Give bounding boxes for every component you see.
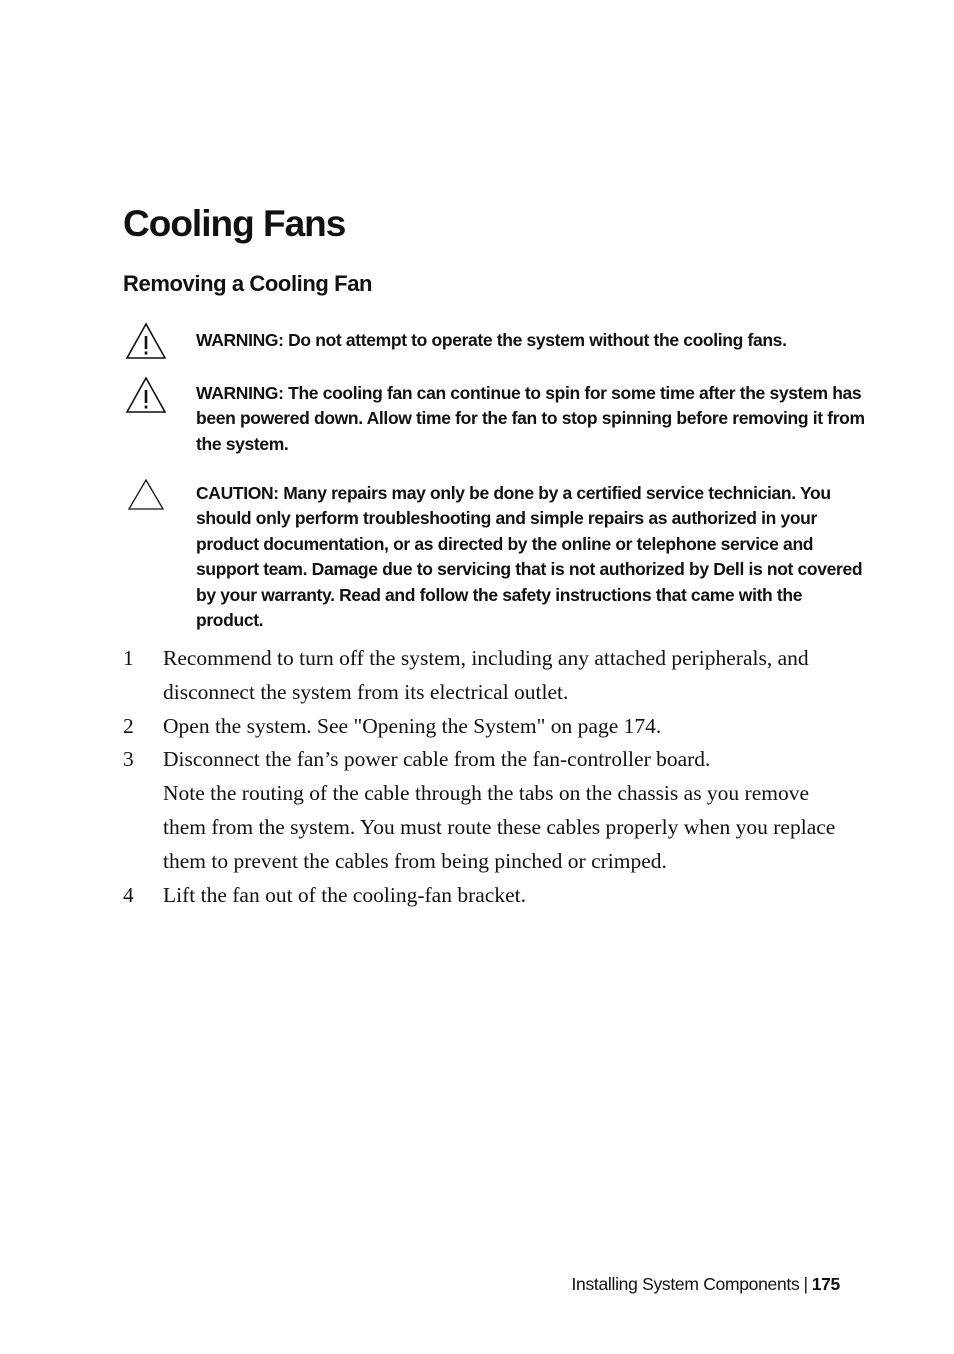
step-text: Disconnect the fan’s power cable from the fan-controller board. — [163, 747, 711, 772]
list-item — [123, 642, 853, 710]
page-number: 175 — [811, 1274, 840, 1294]
step-text: Recommend to turn off the system, including any attached peripherals, and disconnect the system from its electrical outlet. — [163, 646, 809, 704]
step-text: Open the system. See "Opening the System" on page 174. — [163, 713, 662, 738]
list-item — [123, 710, 853, 744]
step-note: Note the routing of the cable through the tabs on the chassis as you remove them from the system. You must route these cables properly when you replace them to prevent the cables from being pinched or crimped. — [163, 781, 836, 873]
warning-text: WARNING: Do not attempt to operate the system without the cooling fans. — [196, 330, 787, 350]
step-number: 4 — [123, 882, 134, 907]
section-heading: Removing a Cooling Fan — [123, 271, 373, 296]
step-number: 2 — [123, 713, 134, 738]
list-item — [123, 879, 853, 913]
step-number: 1 — [123, 646, 134, 670]
step-number: 3 — [123, 747, 134, 772]
procedure-steps — [123, 642, 853, 912]
list-item — [123, 743, 853, 878]
footer-section-title: Installing System Components — [571, 1274, 800, 1294]
caution-text: CAUTION: Many repairs may only be done by a certified service technician. You should only perform troubleshooting and simple repairs as authorized in your product documentation, or as directed by the online or telephone service and support team. Damage due to servicing that is not authorized by Dell is not covered by your warranty. Read and follow the safety instructions that came with the product. — [196, 483, 863, 631]
step-text: Lift the fan out of the cooling-fan bracket. — [163, 882, 526, 907]
page-title: Cooling Fans — [123, 203, 346, 244]
warning-triangle-icon — [125, 376, 167, 414]
page-footer — [571, 1271, 840, 1297]
caution-triangle-icon — [125, 476, 167, 514]
footer-separator: | — [803, 1274, 808, 1294]
warning-triangle-icon — [125, 322, 167, 360]
warning-text: WARNING: The cooling fan can continue to spin for some time after the system has been powered down. Allow time for the fan to stop spinning before removing it from the system. — [196, 383, 865, 454]
